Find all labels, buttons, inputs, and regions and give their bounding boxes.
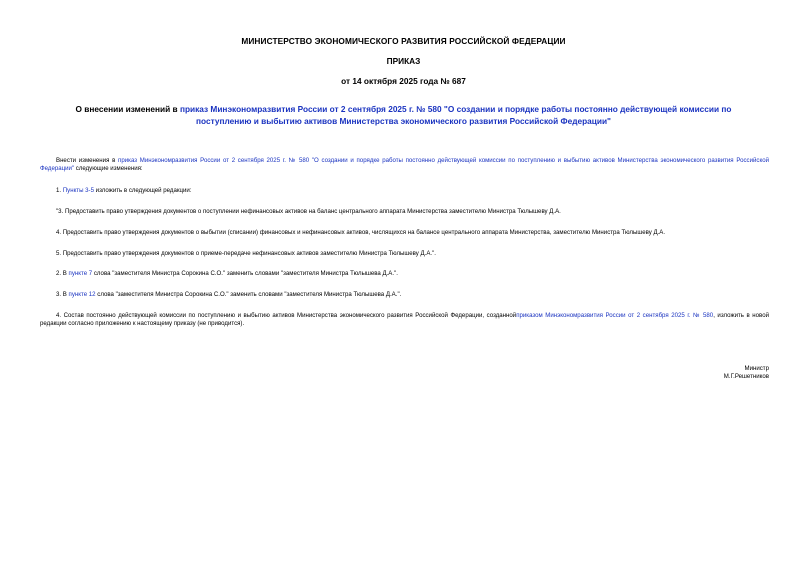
p7-prefix: 3. В [56, 291, 69, 298]
title-prefix: О внесении изменений в [75, 104, 180, 114]
paragraph-item-4 [40, 312, 769, 328]
paragraph-item-2 [40, 270, 769, 278]
document-title [55, 103, 752, 127]
paragraph-point-3: "3. Предоставить право утверждения документов о поступлении нефинансовых активов на баланс центрального аппарата Министерства заместителю Министра Тюлышеву Д.А. [56, 208, 561, 215]
paragraph-intro [40, 157, 769, 173]
point-12-link[interactable]: пункте 12 [68, 291, 96, 298]
points-3-5-link[interactable]: Пункты 3-5 [62, 187, 94, 194]
p1-suffix: следующие изменения: [74, 165, 143, 173]
point-7-link[interactable]: пункте 7 [68, 270, 93, 277]
paragraph-point-5: 5. Предоставить право утверждения документов о приеме-передаче нефинансовых активов заместителю Министра Тюлышеву Д.А.". [56, 250, 436, 257]
paragraph-point-4: 4. Предоставить право утверждения документов о выбытии (списании) финансовых и нефинансовых активов, числящихся на балансе центрального аппарата Министерства, заместителю Министра Тюлышеву Д.А. [56, 229, 666, 236]
p6-prefix: 2. В [56, 270, 69, 277]
signature-name: М.Г.Решетников [723, 373, 769, 380]
paragraph-item-3 [40, 291, 769, 299]
p8-suffix: , изложить в новой редакции согласно приложению к настоящему приказу (не приводится). [40, 312, 770, 328]
order-580-link[interactable]: приказом Минэкономразвития России от 2 сентября 2025 г. № 580 [516, 312, 714, 319]
p7-suffix: слова "заместителя Министра Сорокина С.О." заменить словами "заместителя Министра Тюлышева Д.А.". [95, 291, 402, 298]
p1-prefix: Внести изменения в [56, 157, 119, 164]
title-order-link[interactable]: приказ Минэкономразвития России от 2 сентября 2025 г. № 580 "О создании и порядке работы постоянно действующей комиссии по поступлению и выбытию активов Министерства экономического развития Российской Федерации" [179, 104, 732, 126]
signature-position: Министр [744, 365, 769, 372]
p1-order-link[interactable]: приказ Минэкономразвития России от 2 сентября 2025 г. № 580 "О создании и порядке работы постоянно действующей комиссии по поступлению и выбытию активов Министерства экономического развития Российской Федерации" [40, 157, 769, 173]
p2-prefix: 1. [56, 187, 63, 194]
p6-suffix: слова "заместителя Министра Сорокина С.О." заменить словами "заместителя Министра Тюлышева Д.А.". [92, 270, 398, 277]
paragraph-item-1 [40, 187, 769, 195]
p8-prefix: 4. Состав постоянно действующей комиссии по поступлению и выбытию активов Министерства экономического развития Российской Федерации, созданной [56, 312, 517, 319]
document-date-number: от 14 октября 2025 года № 687 [341, 76, 466, 86]
ministry-name: МИНИСТЕРСТВО ЭКОНОМИЧЕСКОГО РАЗВИТИЯ РОССИЙСКОЙ ФЕДЕРАЦИИ [241, 36, 566, 46]
p2-suffix: изложить в следующей редакции: [93, 187, 192, 194]
document-type: ПРИКАЗ [386, 56, 421, 66]
